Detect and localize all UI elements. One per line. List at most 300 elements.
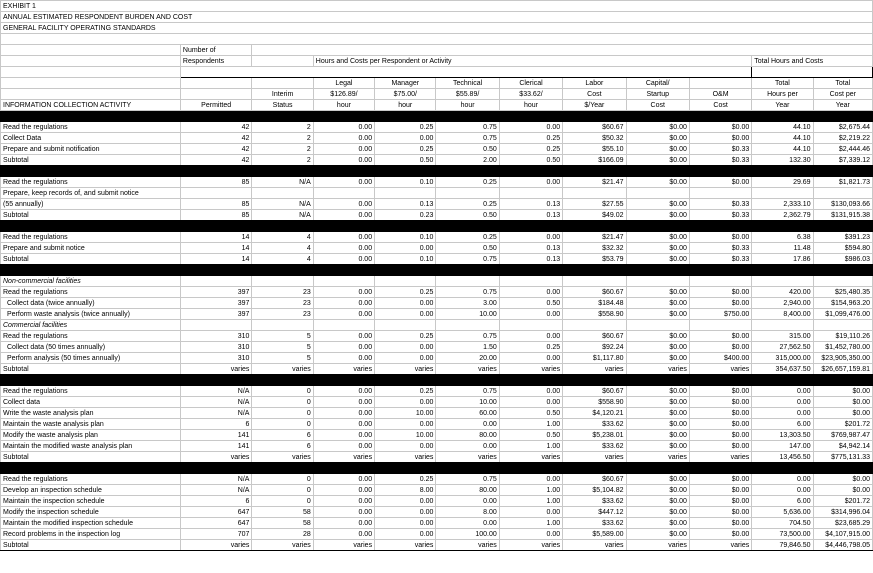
value-cell: Labor	[563, 78, 626, 89]
value-cell: 0.25	[375, 386, 436, 397]
value-cell: $26,657,159.81	[813, 364, 872, 375]
value-cell: $0.33	[689, 144, 751, 155]
value-cell: N/A	[180, 397, 252, 408]
value-cell: varies	[626, 452, 689, 463]
value-cell: 10.00	[436, 309, 499, 320]
value-cell: 60.00	[436, 408, 499, 419]
table-row	[1, 441, 873, 452]
value-cell: varies	[499, 452, 562, 463]
activity-cell	[1, 78, 181, 89]
value-cell: $92.24	[563, 342, 626, 353]
value-cell: $769,987.47	[813, 430, 872, 441]
value-cell: $0.00	[813, 386, 872, 397]
table-row	[1, 397, 873, 408]
value-cell: $201.72	[813, 496, 872, 507]
value-cell: 0.23	[375, 210, 436, 221]
value-cell: varies	[375, 540, 436, 551]
value-cell: 0.00	[375, 518, 436, 529]
value-cell: 8.00	[375, 485, 436, 496]
value-cell: $2,219.22	[813, 133, 872, 144]
value-cell: 0.00	[313, 474, 374, 485]
section-divider-cell	[1, 221, 873, 232]
section-divider-cell	[1, 375, 873, 386]
value-cell	[563, 276, 626, 287]
value-cell: 5,636.00	[752, 507, 813, 518]
value-cell: 0.13	[499, 254, 562, 265]
value-cell: 0.00	[499, 177, 562, 188]
activity-cell: Read the regulations	[1, 386, 181, 397]
value-cell: $0.00	[689, 496, 751, 507]
title-row	[1, 23, 873, 34]
value-cell: 397	[180, 298, 252, 309]
value-cell: varies	[313, 540, 374, 551]
value-cell: 14	[180, 243, 252, 254]
value-cell: 2	[252, 133, 313, 144]
section-divider-cell	[1, 166, 873, 177]
value-cell	[813, 188, 872, 199]
value-cell: $33.62	[563, 518, 626, 529]
value-cell	[313, 188, 374, 199]
value-cell: 0.10	[375, 177, 436, 188]
value-cell: hour	[313, 100, 374, 111]
value-cell: $0.00	[689, 386, 751, 397]
value-cell: $0.00	[689, 133, 751, 144]
value-cell: 0.75	[436, 254, 499, 265]
value-cell: 0.13	[499, 199, 562, 210]
value-cell: 310	[180, 342, 252, 353]
value-cell	[436, 276, 499, 287]
value-cell: $0.00	[626, 199, 689, 210]
table-row	[1, 496, 873, 507]
value-cell: 0.13	[499, 210, 562, 221]
value-cell: $21.47	[563, 232, 626, 243]
value-cell: Total	[752, 78, 813, 89]
activity-cell: Prepare and submit notice	[1, 243, 181, 254]
value-cell: 0.00	[313, 287, 374, 298]
value-cell: N/A	[180, 474, 252, 485]
value-cell: 0.00	[313, 518, 374, 529]
value-cell: $0.00	[689, 419, 751, 430]
value-cell: Year	[813, 100, 872, 111]
value-cell: 0.00	[436, 419, 499, 430]
value-cell: $0.00	[626, 529, 689, 540]
value-cell: 1.00	[499, 518, 562, 529]
value-cell: 0.25	[375, 474, 436, 485]
title-row	[1, 12, 873, 23]
value-cell: 0.00	[375, 342, 436, 353]
value-cell: 0.00	[436, 518, 499, 529]
value-cell: 0	[252, 397, 313, 408]
value-cell: $60.67	[563, 474, 626, 485]
value-cell: varies	[689, 364, 751, 375]
value-cell: $0.33	[689, 199, 751, 210]
header-row-number-of	[1, 45, 873, 56]
exhibit-label: EXHIBIT 1	[1, 1, 873, 12]
value-cell: 707	[180, 529, 252, 540]
value-cell: $986.03	[813, 254, 872, 265]
value-cell	[180, 89, 252, 100]
value-cell: 354,637.50	[752, 364, 813, 375]
header-cell	[1, 45, 181, 56]
table-row	[1, 243, 873, 254]
activity-cell: Modify the inspection schedule	[1, 507, 181, 518]
header-cell	[252, 56, 313, 67]
value-cell: $27.55	[563, 199, 626, 210]
value-cell: 0.00	[375, 529, 436, 540]
value-cell: 0.00	[313, 177, 374, 188]
subtotal-row	[1, 364, 873, 375]
value-cell: 0	[252, 386, 313, 397]
value-cell: 0.00	[499, 353, 562, 364]
value-cell: $0.00	[626, 232, 689, 243]
value-cell: Hours per	[752, 89, 813, 100]
sheet-body	[1, 1, 873, 551]
value-cell	[180, 320, 252, 331]
activity-cell: Prepare, keep records of, and submit notice	[1, 188, 181, 199]
value-cell: 0.00	[375, 496, 436, 507]
value-cell: 0.00	[313, 298, 374, 309]
value-cell: $558.90	[563, 397, 626, 408]
value-cell: 11.48	[752, 243, 813, 254]
value-cell: $750.00	[689, 309, 751, 320]
activity-cell: Perform waste analysis (twice annually)	[1, 309, 181, 320]
value-cell: 647	[180, 507, 252, 518]
value-cell: 141	[180, 441, 252, 452]
value-cell: 4	[252, 232, 313, 243]
value-cell: varies	[436, 364, 499, 375]
value-cell: 29.69	[752, 177, 813, 188]
value-cell: $60.67	[563, 122, 626, 133]
value-cell	[813, 320, 872, 331]
value-cell	[313, 276, 374, 287]
section-divider	[1, 375, 873, 386]
value-cell: 0.00	[499, 386, 562, 397]
value-cell: 5	[252, 331, 313, 342]
value-cell: $4,120.21	[563, 408, 626, 419]
value-cell: $0.00	[626, 397, 689, 408]
value-cell: $0.00	[626, 441, 689, 452]
value-cell: 0.00	[313, 254, 374, 265]
value-cell: 0.00	[313, 331, 374, 342]
value-cell: N/A	[180, 408, 252, 419]
value-cell: $1,452,780.00	[813, 342, 872, 353]
value-cell: $166.09	[563, 155, 626, 166]
column-header-row	[1, 78, 873, 89]
value-cell: 0.00	[499, 309, 562, 320]
value-cell: 79,846.50	[752, 540, 813, 551]
activity-cell: Collect data (50 times annually)	[1, 342, 181, 353]
value-cell: Cost	[626, 100, 689, 111]
value-cell: $154,963.20	[813, 298, 872, 309]
subheading-row	[1, 320, 873, 331]
value-cell: 310	[180, 353, 252, 364]
value-cell	[499, 188, 562, 199]
value-cell: $0.00	[626, 386, 689, 397]
value-cell: 420.00	[752, 287, 813, 298]
value-cell: 0.00	[436, 496, 499, 507]
value-cell: 27,562.50	[752, 342, 813, 353]
value-cell: 0.00	[499, 331, 562, 342]
value-cell: $33.62/	[499, 89, 562, 100]
value-cell: $0.00	[626, 430, 689, 441]
value-cell: $33.62	[563, 496, 626, 507]
value-cell: hour	[375, 100, 436, 111]
value-cell	[626, 188, 689, 199]
activity-cell: Subtotal	[1, 540, 181, 551]
header-cell	[1, 67, 181, 78]
value-cell: 73,500.00	[752, 529, 813, 540]
value-cell: 0.00	[499, 397, 562, 408]
value-cell: $0.00	[626, 507, 689, 518]
value-cell: N/A	[252, 177, 313, 188]
value-cell: 6.38	[752, 232, 813, 243]
value-cell: $775,131.33	[813, 452, 872, 463]
value-cell	[752, 188, 813, 199]
value-cell: varies	[436, 540, 499, 551]
value-cell: $1,821.73	[813, 177, 872, 188]
value-cell: $314,996.04	[813, 507, 872, 518]
activity-cell: Non-commercial facilities	[1, 276, 181, 287]
value-cell: 704.50	[752, 518, 813, 529]
header-cell	[252, 45, 873, 56]
activity-cell: Modify the waste analysis plan	[1, 430, 181, 441]
value-cell: $23,905,350.00	[813, 353, 872, 364]
value-cell: $25,480.35	[813, 287, 872, 298]
value-cell: 315,000.00	[752, 353, 813, 364]
value-cell: 0.25	[436, 199, 499, 210]
value-cell: $0.00	[689, 342, 751, 353]
value-cell: 0.00	[375, 309, 436, 320]
activity-cell: Maintain the inspection schedule	[1, 496, 181, 507]
value-cell: Startup	[626, 89, 689, 100]
value-cell: 5	[252, 342, 313, 353]
value-cell: 2	[252, 122, 313, 133]
value-cell: Manager	[375, 78, 436, 89]
activity-cell: Subtotal	[1, 210, 181, 221]
value-cell: 1.00	[499, 485, 562, 496]
value-cell: $0.00	[626, 243, 689, 254]
value-cell: $4,446,798.05	[813, 540, 872, 551]
table-row	[1, 309, 873, 320]
title-row	[1, 1, 873, 12]
table-row	[1, 177, 873, 188]
header-row-groups	[1, 56, 873, 67]
value-cell: varies	[499, 540, 562, 551]
value-cell: 0.25	[436, 232, 499, 243]
section-divider	[1, 265, 873, 276]
value-cell: $0.00	[689, 408, 751, 419]
value-cell: 8,400.00	[752, 309, 813, 320]
header-row-box	[1, 67, 873, 78]
value-cell: 0	[252, 419, 313, 430]
value-cell: 44.10	[752, 122, 813, 133]
value-cell: $0.00	[689, 397, 751, 408]
value-cell: 0	[252, 474, 313, 485]
table-row	[1, 408, 873, 419]
value-cell: $0.00	[689, 474, 751, 485]
activity-cell: Read the regulations	[1, 177, 181, 188]
value-cell: 85	[180, 210, 252, 221]
value-cell: $391.23	[813, 232, 872, 243]
value-cell: 0	[252, 485, 313, 496]
value-cell: 132.30	[752, 155, 813, 166]
table-row	[1, 518, 873, 529]
value-cell: 2	[252, 155, 313, 166]
value-cell: 0.00	[313, 507, 374, 518]
value-cell: $0.33	[689, 254, 751, 265]
activity-cell: Maintain the waste analysis plan	[1, 419, 181, 430]
value-cell: $5,238.01	[563, 430, 626, 441]
value-cell: $55.89/	[436, 89, 499, 100]
activity-cell: Read the regulations	[1, 474, 181, 485]
value-cell: 42	[180, 133, 252, 144]
value-cell: $131,915.38	[813, 210, 872, 221]
value-cell: 100.00	[436, 529, 499, 540]
value-cell: 0.50	[436, 144, 499, 155]
value-cell	[689, 78, 751, 89]
value-cell: $2,675.44	[813, 122, 872, 133]
value-cell	[375, 320, 436, 331]
activity-cell: Subtotal	[1, 254, 181, 265]
value-cell	[563, 320, 626, 331]
activity-cell: Read the regulations	[1, 232, 181, 243]
activity-cell	[1, 89, 181, 100]
value-cell: $75.00/	[375, 89, 436, 100]
value-cell: 0.00	[313, 441, 374, 452]
value-cell	[752, 276, 813, 287]
value-cell: 0	[252, 496, 313, 507]
value-cell: 0.25	[375, 287, 436, 298]
value-cell: varies	[563, 540, 626, 551]
table-row	[1, 353, 873, 364]
value-cell: $0.00	[689, 287, 751, 298]
value-cell: 0.50	[375, 155, 436, 166]
value-cell: 310	[180, 331, 252, 342]
value-cell: 2	[252, 144, 313, 155]
value-cell: 0.00	[375, 419, 436, 430]
header-cell	[1, 56, 181, 67]
value-cell: $0.00	[689, 298, 751, 309]
value-cell: varies	[689, 452, 751, 463]
value-cell: 4	[252, 243, 313, 254]
value-cell: 0.00	[752, 386, 813, 397]
value-cell	[689, 188, 751, 199]
value-cell: 0.00	[313, 353, 374, 364]
value-cell	[626, 276, 689, 287]
table-row	[1, 419, 873, 430]
activity-cell: Read the regulations	[1, 287, 181, 298]
value-cell: $0.00	[626, 122, 689, 133]
value-cell	[436, 188, 499, 199]
value-cell: 0.50	[499, 430, 562, 441]
value-cell: 42	[180, 122, 252, 133]
value-cell: $0.00	[689, 441, 751, 452]
value-cell: varies	[375, 364, 436, 375]
value-cell: 0.00	[752, 408, 813, 419]
table-row	[1, 529, 873, 540]
value-cell: 58	[252, 518, 313, 529]
value-cell: 6.00	[752, 496, 813, 507]
value-cell: 4	[252, 254, 313, 265]
value-cell: $0.00	[689, 122, 751, 133]
value-cell: 0.25	[375, 331, 436, 342]
exhibit-subtitle: GENERAL FACILITY OPERATING STANDARDS	[1, 23, 873, 34]
value-cell: $0.33	[689, 210, 751, 221]
value-cell: 8.00	[436, 507, 499, 518]
value-cell: N/A	[252, 199, 313, 210]
value-cell: 397	[180, 309, 252, 320]
value-cell: 20.00	[436, 353, 499, 364]
value-cell: 0.25	[499, 144, 562, 155]
value-cell	[180, 276, 252, 287]
value-cell: 0.00	[499, 232, 562, 243]
value-cell: 3.00	[436, 298, 499, 309]
value-cell: $0.00	[626, 419, 689, 430]
value-cell: 0.25	[499, 133, 562, 144]
value-cell: $/Year	[563, 100, 626, 111]
value-cell: 0.00	[375, 298, 436, 309]
value-cell: 0.00	[752, 474, 813, 485]
value-cell: $55.10	[563, 144, 626, 155]
value-cell: $0.00	[689, 485, 751, 496]
value-cell: Cost	[689, 100, 751, 111]
table-row	[1, 386, 873, 397]
value-cell: varies	[252, 452, 313, 463]
value-cell: 0.00	[313, 122, 374, 133]
value-cell: 0.00	[499, 474, 562, 485]
value-cell: Cost per	[813, 89, 872, 100]
column-header-row	[1, 100, 873, 111]
table-row	[1, 430, 873, 441]
activity-cell: Subtotal	[1, 452, 181, 463]
value-cell: 85	[180, 199, 252, 210]
value-cell: $1,117.80	[563, 353, 626, 364]
activity-cell: Maintain the modified waste analysis plan	[1, 441, 181, 452]
value-cell: Technical	[436, 78, 499, 89]
value-cell	[180, 188, 252, 199]
value-cell	[563, 188, 626, 199]
value-cell: $0.00	[626, 309, 689, 320]
value-cell: 1.00	[499, 441, 562, 452]
value-cell: 0.00	[752, 485, 813, 496]
value-cell	[313, 320, 374, 331]
value-cell: 6	[252, 430, 313, 441]
value-cell: 0.00	[313, 386, 374, 397]
value-cell: 23	[252, 309, 313, 320]
subtotal-row	[1, 155, 873, 166]
value-cell: 0.00	[313, 144, 374, 155]
table-row	[1, 485, 873, 496]
value-cell	[689, 276, 751, 287]
value-cell	[252, 188, 313, 199]
value-cell: 0.00	[752, 397, 813, 408]
value-cell: $0.00	[689, 177, 751, 188]
value-cell	[499, 276, 562, 287]
value-cell: 0.75	[436, 474, 499, 485]
value-cell: 315.00	[752, 331, 813, 342]
value-cell: 0.00	[313, 309, 374, 320]
value-cell: O&M	[689, 89, 751, 100]
value-cell: 42	[180, 155, 252, 166]
value-cell: 0.00	[313, 419, 374, 430]
value-cell: $0.00	[689, 430, 751, 441]
value-cell: $5,104.82	[563, 485, 626, 496]
value-cell: varies	[375, 452, 436, 463]
table-row	[1, 507, 873, 518]
value-cell: N/A	[252, 210, 313, 221]
value-cell: 0.00	[313, 408, 374, 419]
value-cell: $0.00	[813, 408, 872, 419]
